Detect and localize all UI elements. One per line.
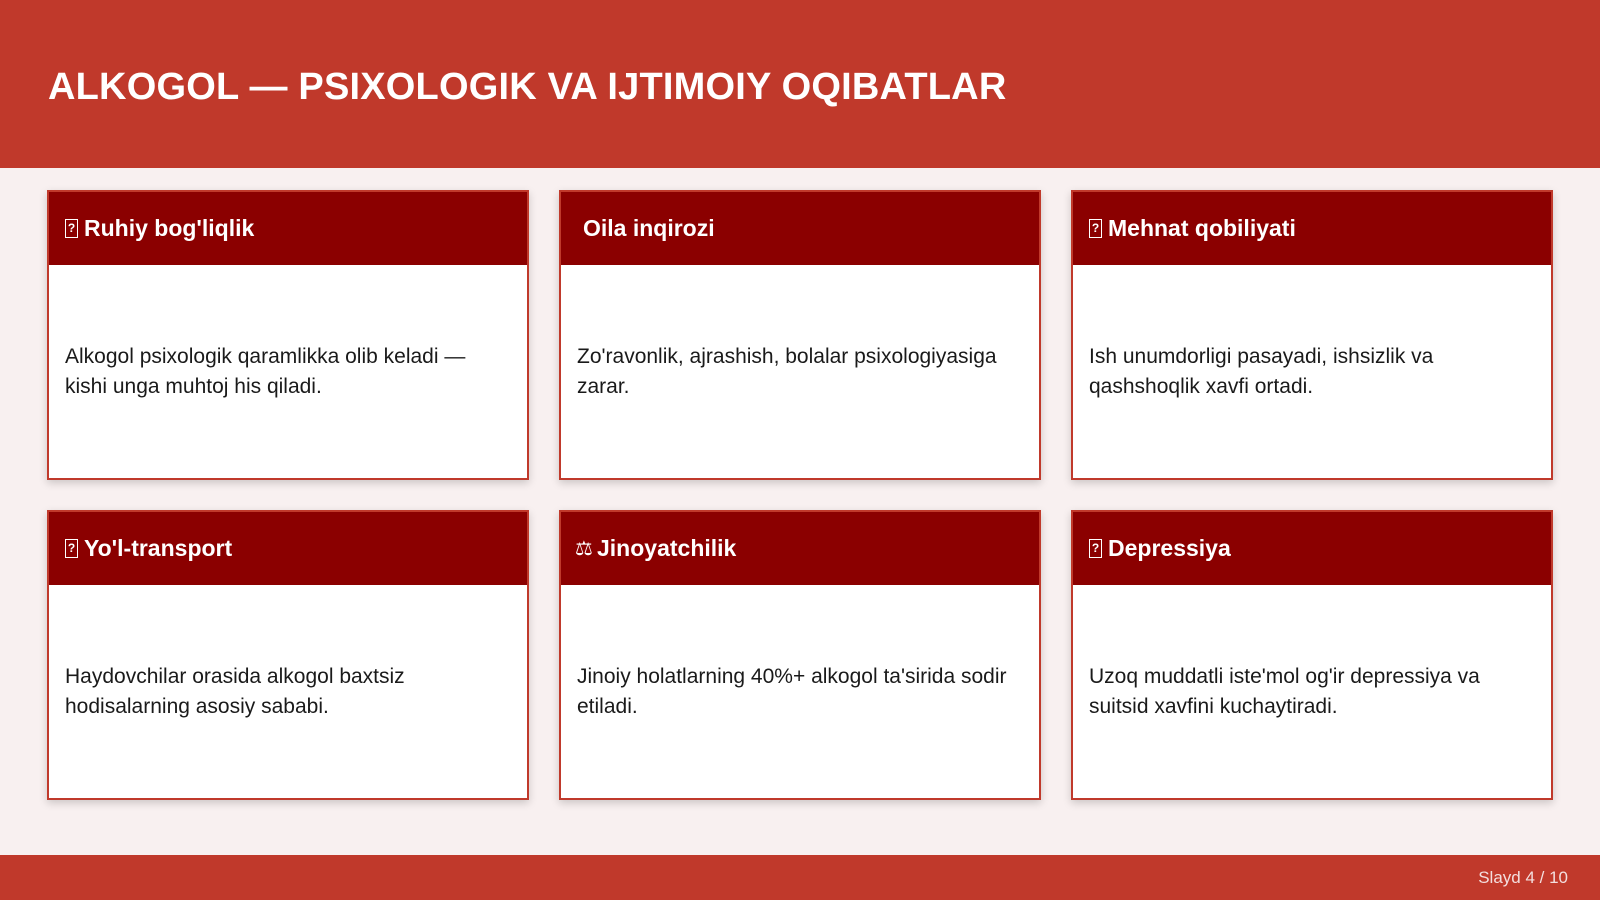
card-text: Jinoiy holatlarning 40%+ alkogol ta'sirida sodir etiladi.	[577, 664, 1007, 718]
card-jinoyatchilik	[559, 510, 1041, 800]
card-header	[1073, 512, 1551, 585]
slide-number: Slayd 4 / 10	[1478, 868, 1568, 887]
scales-icon: ⚖	[575, 538, 593, 560]
card-text: Uzoq muddatli iste'mol og'ir depressiya va suitsid xavfini kuchaytiradi.	[1089, 664, 1480, 718]
missing-glyph-icon: ?	[65, 219, 78, 238]
cards-grid	[47, 190, 1553, 800]
card-header	[561, 192, 1039, 265]
card-title: Depressiya	[1108, 535, 1231, 561]
card-text: Zo'ravonlik, ajrashish, bolalar psixologiyasiga zarar.	[577, 344, 997, 398]
card-body	[49, 585, 527, 798]
card-body	[1073, 265, 1551, 478]
header-bar	[0, 0, 1600, 168]
card-header	[561, 512, 1039, 585]
missing-glyph-icon: ?	[1089, 539, 1102, 558]
card-body	[1073, 585, 1551, 798]
card-ruhiy-bogliqlik	[47, 190, 529, 480]
card-header	[49, 512, 527, 585]
card-body	[49, 265, 527, 478]
footer-bar	[0, 855, 1600, 900]
card-text: Haydovchilar orasida alkogol baxtsiz hodisalarning asosiy sababi.	[65, 664, 405, 718]
card-header	[49, 192, 527, 265]
card-title: Mehnat qobiliyati	[1108, 215, 1296, 241]
card-title: Oila inqirozi	[583, 215, 715, 241]
card-title: Yo'l-transport	[84, 535, 233, 561]
card-title: Ruhiy bog'liqlik	[84, 215, 255, 241]
card-mehnat-qobiliyati	[1071, 190, 1553, 480]
slide-title: ALKOGOL — PSIXOLOGIK VA IJTIMOIY OQIBATLAR	[48, 66, 1007, 108]
card-depressiya	[1071, 510, 1553, 800]
card-oila-inqirozi	[559, 190, 1041, 480]
card-yol-transport	[47, 510, 529, 800]
card-header	[1073, 192, 1551, 265]
missing-glyph-icon: ?	[65, 539, 78, 558]
card-text: Alkogol psixologik qaramlikka olib keladi — kishi unga muhtoj his qiladi.	[65, 344, 466, 398]
card-title: Jinoyatchilik	[597, 535, 737, 561]
card-body	[561, 585, 1039, 798]
card-text: Ish unumdorligi pasayadi, ishsizlik va qashshoqlik xavfi ortadi.	[1089, 344, 1434, 398]
missing-glyph-icon: ?	[1089, 219, 1102, 238]
card-body	[561, 265, 1039, 478]
